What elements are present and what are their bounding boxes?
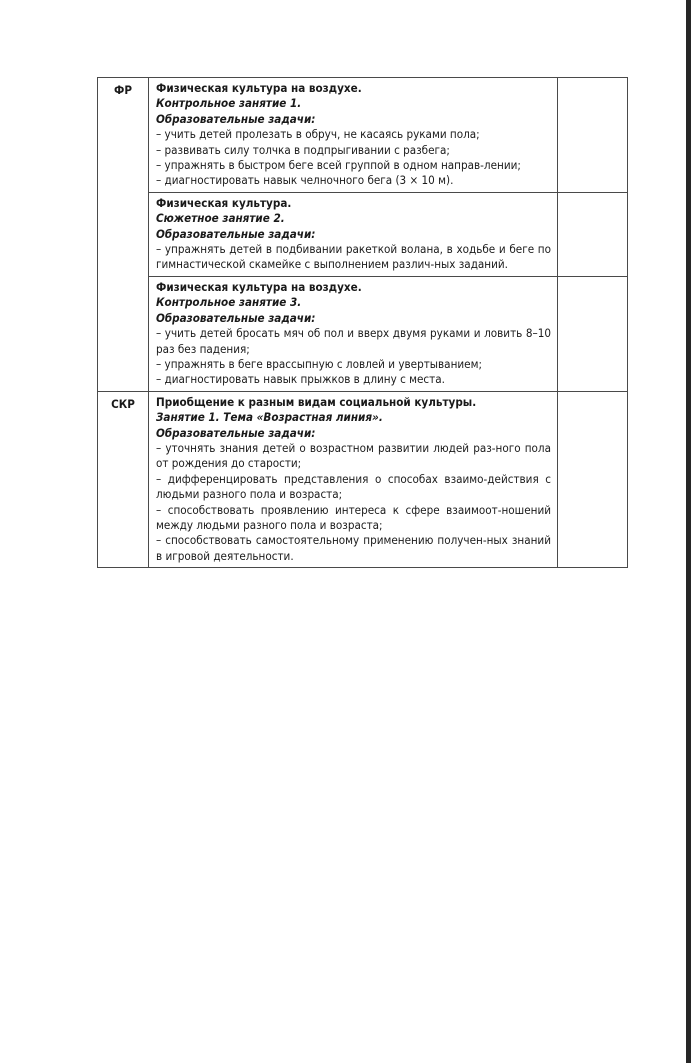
task-item: – диагностировать навык прыжков в длину с места. [156, 372, 445, 387]
lesson-title: Физическая культура на воздухе. [156, 81, 362, 95]
lesson-title: Физическая культура. [156, 195, 292, 210]
task-item: – способствовать проявлению интереса к сфере взаимоот-ношений между людьми разного пола и возраста; [156, 502, 551, 532]
tasks-label: Образовательные задачи: [156, 425, 316, 440]
lesson-subtitle: Сюжетное занятие 2. [156, 211, 285, 226]
task-item: – уточнять знания детей о возрастном развитии людей раз-ного пола от рождения до старости; [156, 440, 551, 471]
lesson-block [149, 78, 558, 193]
table-row [98, 391, 628, 567]
lesson-subtitle: Контрольное занятие 3. [156, 295, 302, 310]
lesson-title: Приобщение к разным видам социальной культуры. [156, 394, 477, 409]
task-item: – учить детей пролезать в обруч, не касаясь руками пола; [156, 127, 480, 142]
table-row [98, 192, 628, 276]
lesson-title: Физическая культура на воздухе. [156, 279, 362, 294]
empty-cell [558, 192, 628, 276]
empty-cell [558, 78, 628, 193]
lesson-subtitle: Занятие 1. Тема «Возрастная линия». [156, 410, 383, 425]
task-item: – способствовать самостоятельному применению получен-ных знаний в игровой деятельности. [156, 533, 551, 563]
task-item: – упражнять детей в подбивании ракеткой волана, в ходьбе и беге по гимнастической скамейке с выполнением различ-ных заданий. [156, 242, 551, 272]
tasks-label: Образовательные задачи: [156, 310, 316, 325]
task-item: – учить детей бросать мяч об пол и вверх двумя руками и ловить 8–10 раз без падения; [156, 326, 551, 356]
lesson-plan-table [97, 77, 628, 568]
table-row [98, 276, 628, 391]
tasks-label: Образовательные задачи: [156, 111, 316, 126]
lesson-block [149, 391, 558, 567]
empty-cell [558, 391, 628, 567]
task-item: – упражнять в беге врассыпную с ловлей и увертыванием; [156, 356, 482, 371]
task-item: – упражнять в быстром беге всей группой в одном направ-лении; [156, 158, 521, 173]
task-item: – дифференцировать представления о способах взаимо-действия с людьми разного пола и возраста; [156, 471, 551, 502]
page-edge-shadow [686, 0, 691, 1063]
table-row [98, 78, 628, 193]
area-cell-skr: СКР [98, 391, 149, 567]
lesson-block [149, 276, 558, 391]
tasks-label: Образовательные задачи: [156, 226, 316, 241]
empty-cell [558, 276, 628, 391]
lesson-subtitle: Контрольное занятие 1. [156, 96, 302, 111]
task-item: – развивать силу толчка в подпрыгивании с разбега; [156, 142, 450, 157]
area-cell-fr: ФР [98, 78, 149, 392]
lesson-block [149, 192, 558, 276]
task-item: – диагностировать навык челночного бега (3 × 10 м). [156, 173, 454, 188]
